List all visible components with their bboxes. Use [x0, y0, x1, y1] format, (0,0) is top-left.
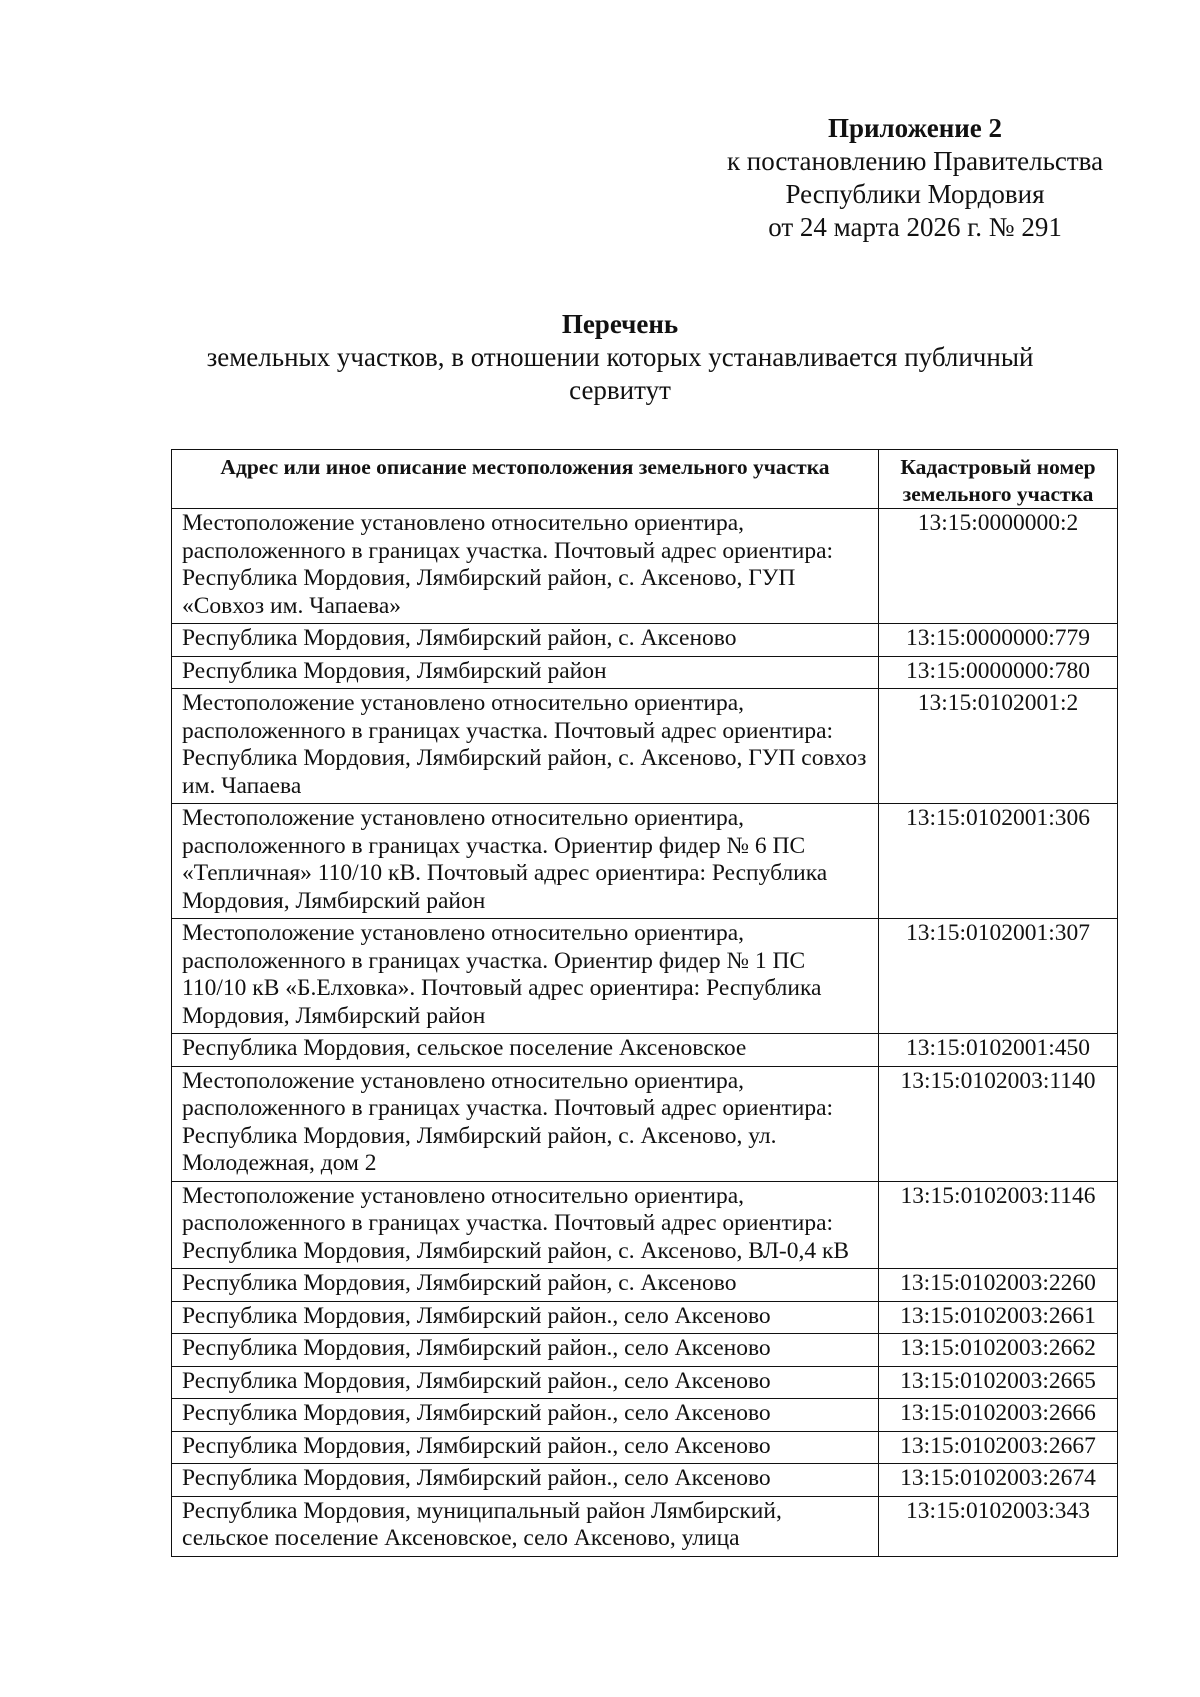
- cadastral-number-cell: 13:15:0102003:2665: [879, 1366, 1118, 1399]
- table-row: [172, 919, 1118, 1034]
- table-header-row: [172, 450, 1118, 509]
- address-cell: Местоположение установлено относительно ориентира, расположенного в границах участка. Почтовый адрес ориентира: Республика Мордовия, Лямбирский район, с. Аксеново, ГУП «Совхоз им. Чапаева»: [172, 509, 879, 624]
- address-cell: Местоположение установлено относительно ориентира, расположенного в границах участка. Почтовый адрес ориентира: Республика Мордовия, Лямбирский район, с. Аксеново, ул. Молодежная, дом 2: [172, 1066, 879, 1181]
- appendix-line-2: Республики Мордовия: [785, 179, 1045, 209]
- parcels-table: [171, 449, 1118, 1557]
- cadastral-number-cell: 13:15:0102003:343: [879, 1496, 1118, 1556]
- address-cell: Республика Мордовия, Лямбирский район, с. Аксеново: [172, 1269, 879, 1302]
- table-row: [172, 1496, 1118, 1556]
- appendix-line-3: от 24 марта 2026 г. № 291: [768, 212, 1062, 242]
- table-row: [172, 804, 1118, 919]
- cadastral-number-cell: 13:15:0102003:2666: [879, 1399, 1118, 1432]
- document-title: Перечень: [561, 309, 679, 339]
- address-cell: Местоположение установлено относительно ориентира, расположенного в границах участка. Почтовый адрес ориентира: Республика Мордовия, Лямбирский район, с. Аксеново, ГУП совхоз им. Чапаева: [172, 689, 879, 804]
- address-cell: Республика Мордовия, муниципальный район Лямбирский, сельское поселение Аксеновское, село Аксеново, улица: [172, 1496, 879, 1556]
- table-row: [172, 1431, 1118, 1464]
- cadastral-number-cell: 13:15:0102003:2667: [879, 1431, 1118, 1464]
- cadastral-number-cell: 13:15:0000000:780: [879, 656, 1118, 689]
- address-cell: Республика Мордовия, Лямбирский район: [172, 656, 879, 689]
- appendix-title: Приложение 2: [827, 113, 1003, 143]
- address-cell: Местоположение установлено относительно ориентира, расположенного в границах участка. Ориентир фидер № 6 ПС «Тепличная» 110/10 кВ. Почтовый адрес ориентира: Республика Мордовия, Лямбирский район: [172, 804, 879, 919]
- address-cell: Местоположение установлено относительно ориентира, расположенного в границах участка. Почтовый адрес ориентира: Республика Мордовия, Лямбирский район, с. Аксеново, ВЛ-0,4 кВ: [172, 1181, 879, 1269]
- cadastral-number-cell: 13:15:0102003:2662: [879, 1334, 1118, 1367]
- cadastral-number-cell: 13:15:0102003:2260: [879, 1269, 1118, 1302]
- address-cell: Республика Мордовия, Лямбирский район., село Аксеново: [172, 1334, 879, 1367]
- table-row: [172, 1301, 1118, 1334]
- document-subtitle-line-2: сервитут: [569, 375, 671, 405]
- address-cell: Республика Мордовия, сельское поселение Аксеновское: [172, 1034, 879, 1067]
- table-row: [172, 1181, 1118, 1269]
- cadastral-number-cell: 13:15:0102001:306: [879, 804, 1118, 919]
- cadastral-number-cell: 13:15:0102003:2674: [879, 1464, 1118, 1497]
- header-cadastral: Кадастровый номер земельного участка: [879, 450, 1118, 509]
- cadastral-number-cell: 13:15:0000000:779: [879, 624, 1118, 657]
- address-cell: Местоположение установлено относительно ориентира, расположенного в границах участка. Ориентир фидер № 1 ПС 110/10 кВ «Б.Елховка». Почтовый адрес ориентира: Республика Мордовия, Лямбирский район: [172, 919, 879, 1034]
- table-row: [172, 1034, 1118, 1067]
- table-row: [172, 509, 1118, 624]
- cadastral-number-cell: 13:15:0102003:1140: [879, 1066, 1118, 1181]
- cadastral-number-cell: 13:15:0102001:307: [879, 919, 1118, 1034]
- table-body: [172, 509, 1118, 1557]
- address-cell: Республика Мордовия, Лямбирский район., село Аксеново: [172, 1301, 879, 1334]
- table-row: [172, 1334, 1118, 1367]
- table-row: [172, 1269, 1118, 1302]
- cadastral-number-cell: 13:15:0000000:2: [879, 509, 1118, 624]
- cadastral-number-cell: 13:15:0102001:2: [879, 689, 1118, 804]
- cadastral-number-cell: 13:15:0102001:450: [879, 1034, 1118, 1067]
- header-address: Адрес или иное описание местоположения земельного участка: [172, 450, 879, 509]
- table-row: [172, 1464, 1118, 1497]
- address-cell: Республика Мордовия, Лямбирский район., село Аксеново: [172, 1431, 879, 1464]
- document-subtitle-line-1: земельных участков, в отношении которых устанавливается публичный: [206, 342, 1034, 372]
- table-row: [172, 656, 1118, 689]
- address-cell: Республика Мордовия, Лямбирский район., село Аксеново: [172, 1366, 879, 1399]
- cadastral-number-cell: 13:15:0102003:2661: [879, 1301, 1118, 1334]
- cadastral-number-cell: 13:15:0102003:1146: [879, 1181, 1118, 1269]
- appendix-block: [690, 112, 1140, 244]
- table-row: [172, 624, 1118, 657]
- table-row: [172, 689, 1118, 804]
- document-heading: [170, 308, 1070, 407]
- table-row: [172, 1399, 1118, 1432]
- address-cell: Республика Мордовия, Лямбирский район, с. Аксеново: [172, 624, 879, 657]
- address-cell: Республика Мордовия, Лямбирский район., село Аксеново: [172, 1399, 879, 1432]
- table-row: [172, 1066, 1118, 1181]
- table-row: [172, 1366, 1118, 1399]
- address-cell: Республика Мордовия, Лямбирский район., село Аксеново: [172, 1464, 879, 1497]
- appendix-line-1: к постановлению Правительства: [726, 146, 1104, 176]
